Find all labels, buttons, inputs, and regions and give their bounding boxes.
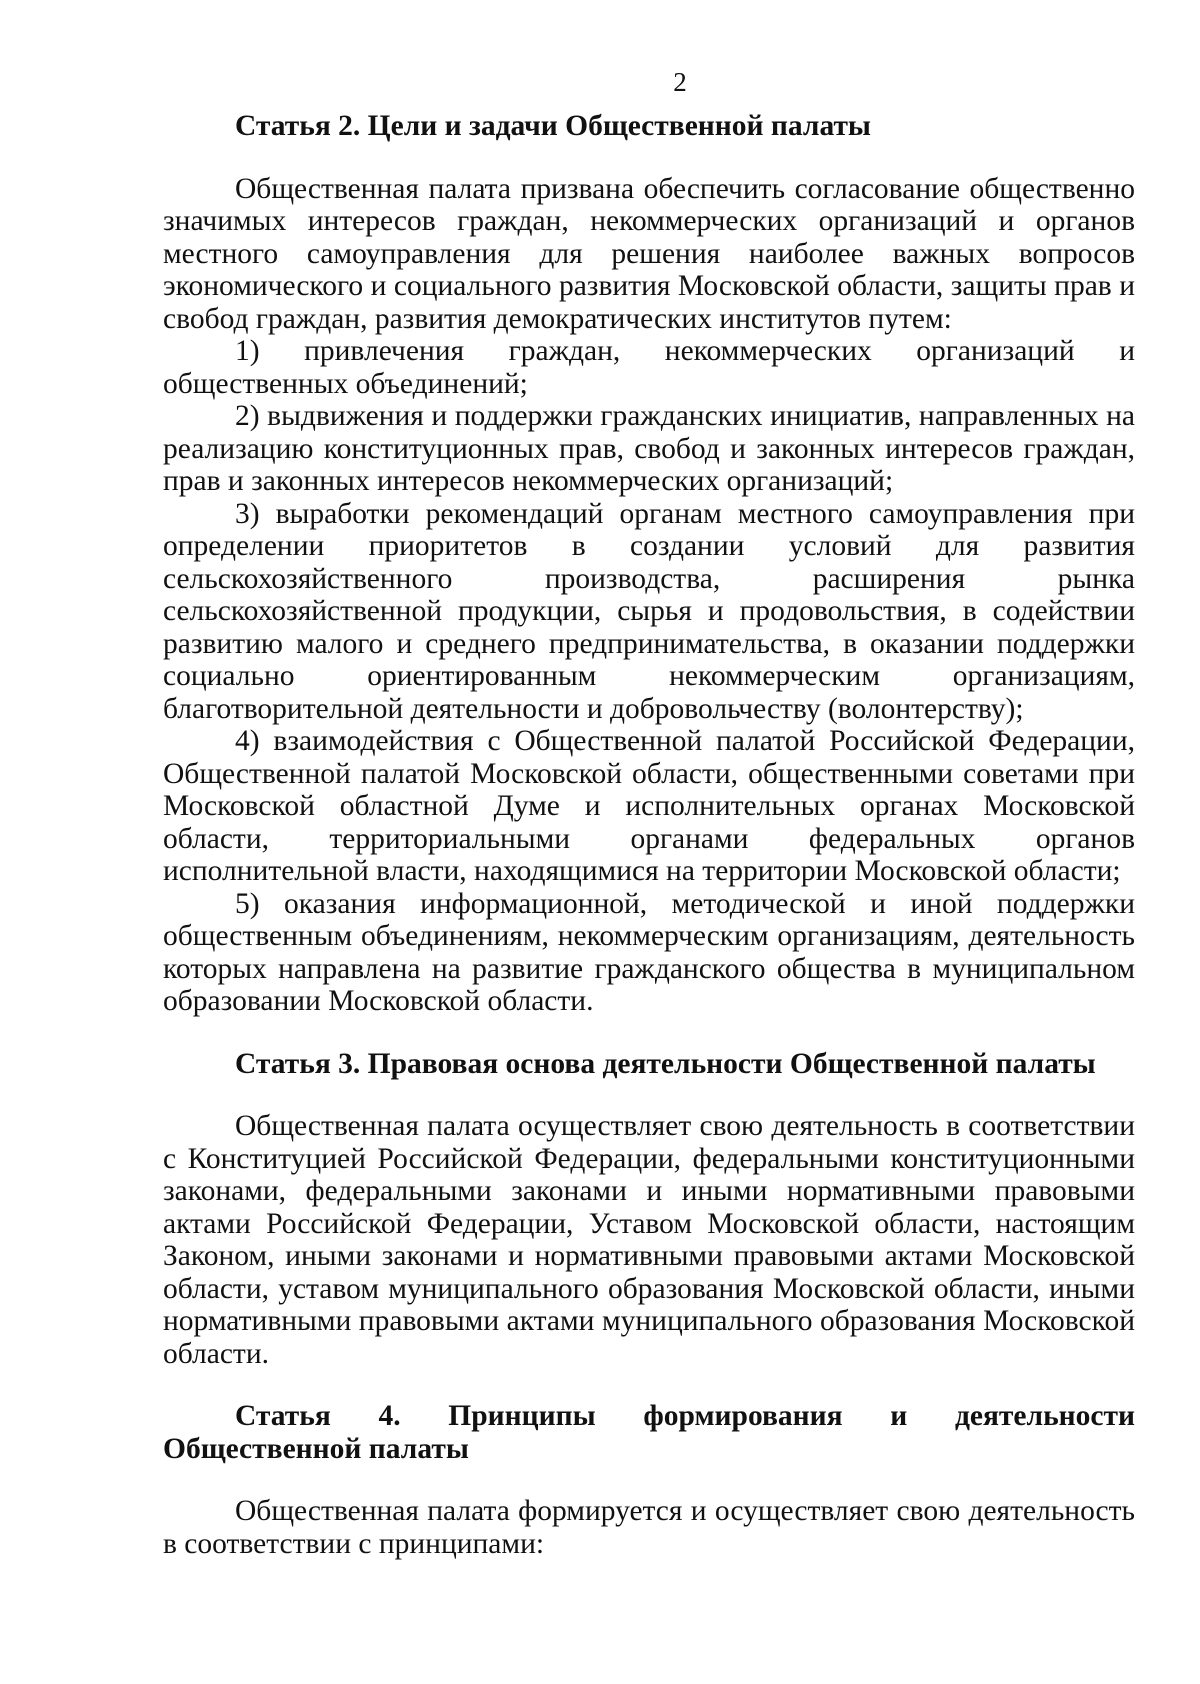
article-2-heading: Статья 2. Цели и задачи Общественной палаты [235, 110, 871, 142]
page-number: 2 [673, 67, 687, 97]
article-2-item-1: 1) привлечения граждан, некоммерческих организаций и общественных объединений; [163, 335, 1135, 400]
article-4-heading: Статья 4. Принципы формирования и деятельности Общественной палаты [163, 1400, 1135, 1465]
article-3-heading: Статья 3. Правовая основа деятельности Общественной палаты [235, 1047, 1096, 1080]
article-2-item-3: 3) выработки рекомендаций органам местного самоуправления при определении приоритетов в создании условий для развития сельскохозяйственного производства, расширения рынка сельскохозяйственной продукции, сырья и продовольствия, в содействии развитию малого и среднего предпринимательства, в оказании поддержки социально ориентированным некоммерческим организациям, благотворительной деятельности и добровольчеству (волонтерству); [163, 497, 1135, 725]
article-2-item-2: 2) выдвижения и поддержки гражданских инициатив, направленных на реализацию конституционных прав, свобод и законных интересов граждан, прав и законных интересов некоммерческих организаций; [163, 400, 1135, 497]
article-2-item-4: 4) взаимодействия с Общественной палатой Российской Федерации, Общественной палатой Московской области, общественными советами при Московской областной Думе и исполнительных органах Московской области, территориальными органами федеральных органов исполнительной власти, находящимися на территории Московской области; [163, 725, 1135, 887]
document-body [163, 110, 1135, 1560]
article-2-item-5: 5) оказания информационной, методической и иной поддержки общественным объединениям, некоммерческим организациям, деятельность которых направлена на развитие гражданского общества в муниципальном образовании Московской области. [163, 887, 1135, 1017]
article-3-text: Общественная палата осуществляет свою деятельность в соответствии с Конституцией Российской Федерации, федеральными конституционными законами, федеральными законами и иными нормативными правовыми актами Российской Федерации, Уставом Московской области, настоящим Законом, иными законами и нормативными правовыми актами Московской области, уставом муниципального образования Московской области, иными нормативными правовыми актами муниципального образования Московской области. [163, 1110, 1135, 1370]
article-4-text: Общественная палата формируется и осуществляет свою деятельность в соответствии с принципами: [163, 1495, 1135, 1560]
article-2-intro: Общественная палата призвана обеспечить согласование общественно значимых интересов граждан, некоммерческих организаций и органов местного самоуправления для решения наиболее важных вопросов экономического и социального развития Московской области, защиты прав и свобод граждан, развития демократических институтов путем: [163, 172, 1135, 335]
